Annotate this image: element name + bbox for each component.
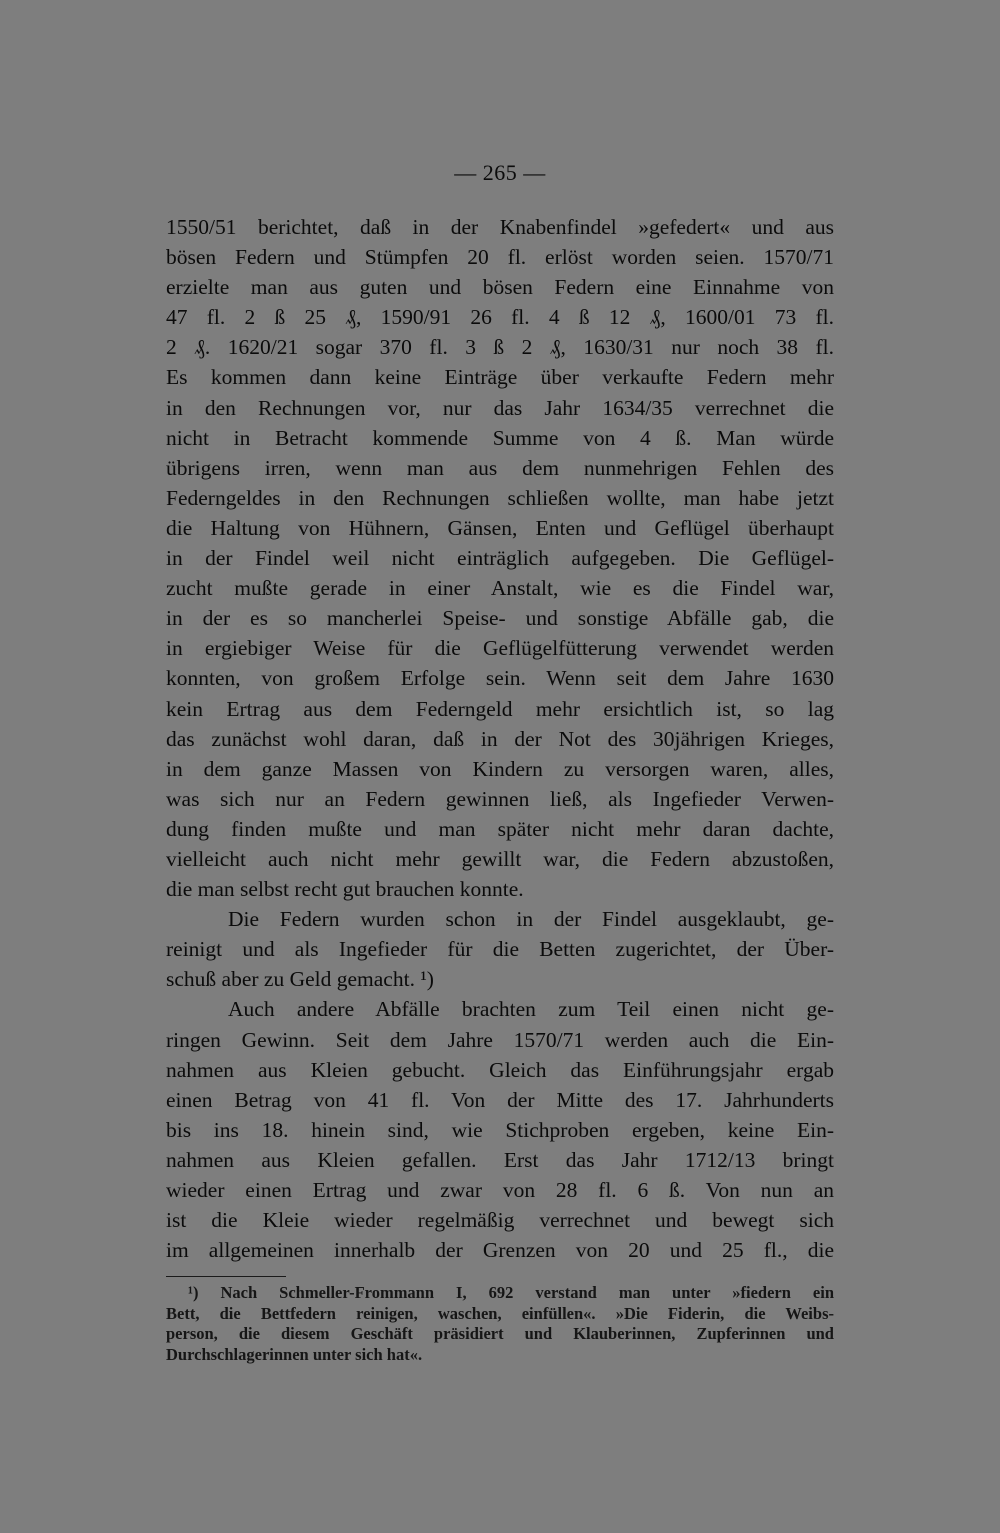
text-line: in ergiebiger Weise für die Geflügelfütterung verwendet werden <box>166 636 834 661</box>
text-line: wieder einen Ertrag und zwar von 28 fl. 6 ß. Von nun an <box>166 1178 834 1202</box>
text-line: im allgemeinen innerhalb der Grenzen von 20 und 25 fl., die <box>166 1238 834 1263</box>
body-text <box>166 212 834 1265</box>
text-line: einen Betrag von 41 fl. Von der Mitte des 17. Jahrhunderts <box>166 1087 834 1112</box>
text-line: Auch andere Abfälle brachten zum Teil einen nicht ge- <box>228 997 834 1022</box>
text-line: schuß aber zu Geld gemacht. ¹) <box>166 967 434 992</box>
footnote-line: ¹) Nach Schmeller-Frommann I, 692 verstand man unter »fiedern ein <box>188 1283 834 1302</box>
footnote-divider <box>166 1276 286 1277</box>
text-line: nicht in Betracht kommende Summe von 4 ß. Man würde <box>166 425 834 450</box>
text-line: zucht mußte gerade in einer Anstalt, wie es die Findel war, <box>166 576 834 601</box>
footnotes <box>166 1283 834 1365</box>
text-line: übrigens irren, wenn man aus dem nunmehrigen Fehlen des <box>166 455 834 480</box>
text-line: erzielte man aus guten und bösen Federn eine Einnahme von <box>166 275 834 300</box>
text-line: die man selbst recht gut brauchen konnte. <box>166 877 524 902</box>
page-number: — 265 — <box>454 160 546 185</box>
text-line: Es kommen dann keine Einträge über verkaufte Federn mehr <box>166 365 834 390</box>
footnote-line: Durchschlagerinnen unter sich hat«. <box>166 1344 423 1364</box>
text-line: in der es so mancherlei Speise- und sonstige Abfälle gab, die <box>166 606 834 631</box>
footnote-line: Bett, die Bettfedern reinigen, waschen, einfüllen«. »Die Fiderin, die Weibs- <box>166 1303 834 1323</box>
text-line: Federngeldes in den Rechnungen schließen wollte, man habe jetzt <box>166 485 834 510</box>
text-line: in dem ganze Massen von Kindern zu versorgen waren, alles, <box>166 756 834 781</box>
text-line: 47 fl. 2 ß 25 ₰, 1590/91 26 fl. 4 ß 12 ₰, 1600/01 73 fl. <box>166 305 834 330</box>
text-line: nahmen aus Kleien gefallen. Erst das Jahr 1712/13 bringt <box>166 1147 834 1172</box>
text-line: bis ins 18. hinein sind, wie Stichproben ergeben, keine Ein- <box>166 1117 834 1142</box>
text-line: Die Federn wurden schon in der Findel ausgeklaubt, ge- <box>228 907 834 932</box>
text-line: vielleicht auch nicht mehr gewillt war, die Federn abzustoßen, <box>166 846 834 871</box>
text-line: 1550/51 berichtet, daß in der Knabenfindel »gefedert« und aus <box>166 215 834 239</box>
text-line: 2 ₰. 1620/21 sogar 370 fl. 3 ß 2 ₰, 1630/31 nur noch 38 fl. <box>166 335 834 360</box>
text-line: konnten, von großem Erfolge sein. Wenn seit dem Jahre 1630 <box>166 666 834 691</box>
text-line: ringen Gewinn. Seit dem Jahre 1570/71 werden auch die Ein- <box>166 1027 834 1052</box>
text-line: reinigt und als Ingefieder für die Betten zugerichtet, der Über- <box>166 937 834 962</box>
text-line: das zunächst wohl daran, daß in der Not des 30jährigen Krieges, <box>166 726 834 751</box>
text-line: ist die Kleie wieder regelmäßig verrechnet und bewegt sich <box>166 1208 834 1233</box>
text-line: bösen Federn und Stümpfen 20 fl. erlöst worden seien. 1570/71 <box>166 245 834 270</box>
footnote-line: person, die diesem Geschäft präsidiert und Klauberinnen, Zupferinnen und <box>166 1324 834 1343</box>
text-line: die Haltung von Hühnern, Gänsen, Enten und Geflügel überhaupt <box>166 515 834 540</box>
text-line: nahmen aus Kleien gebucht. Gleich das Einführungsjahr ergab <box>166 1057 834 1082</box>
text-line: in der Findel weil nicht einträglich aufgegeben. Die Geflügel- <box>166 546 834 571</box>
text-line: kein Ertrag aus dem Federngeld mehr ersichtlich ist, so lag <box>166 696 834 721</box>
text-line: in den Rechnungen vor, nur das Jahr 1634/35 verrechnet die <box>166 395 834 420</box>
text-line: dung finden mußte und man später nicht mehr daran dachte, <box>166 816 834 841</box>
text-line: was sich nur an Federn gewinnen ließ, als Ingefieder Verwen- <box>166 786 834 811</box>
